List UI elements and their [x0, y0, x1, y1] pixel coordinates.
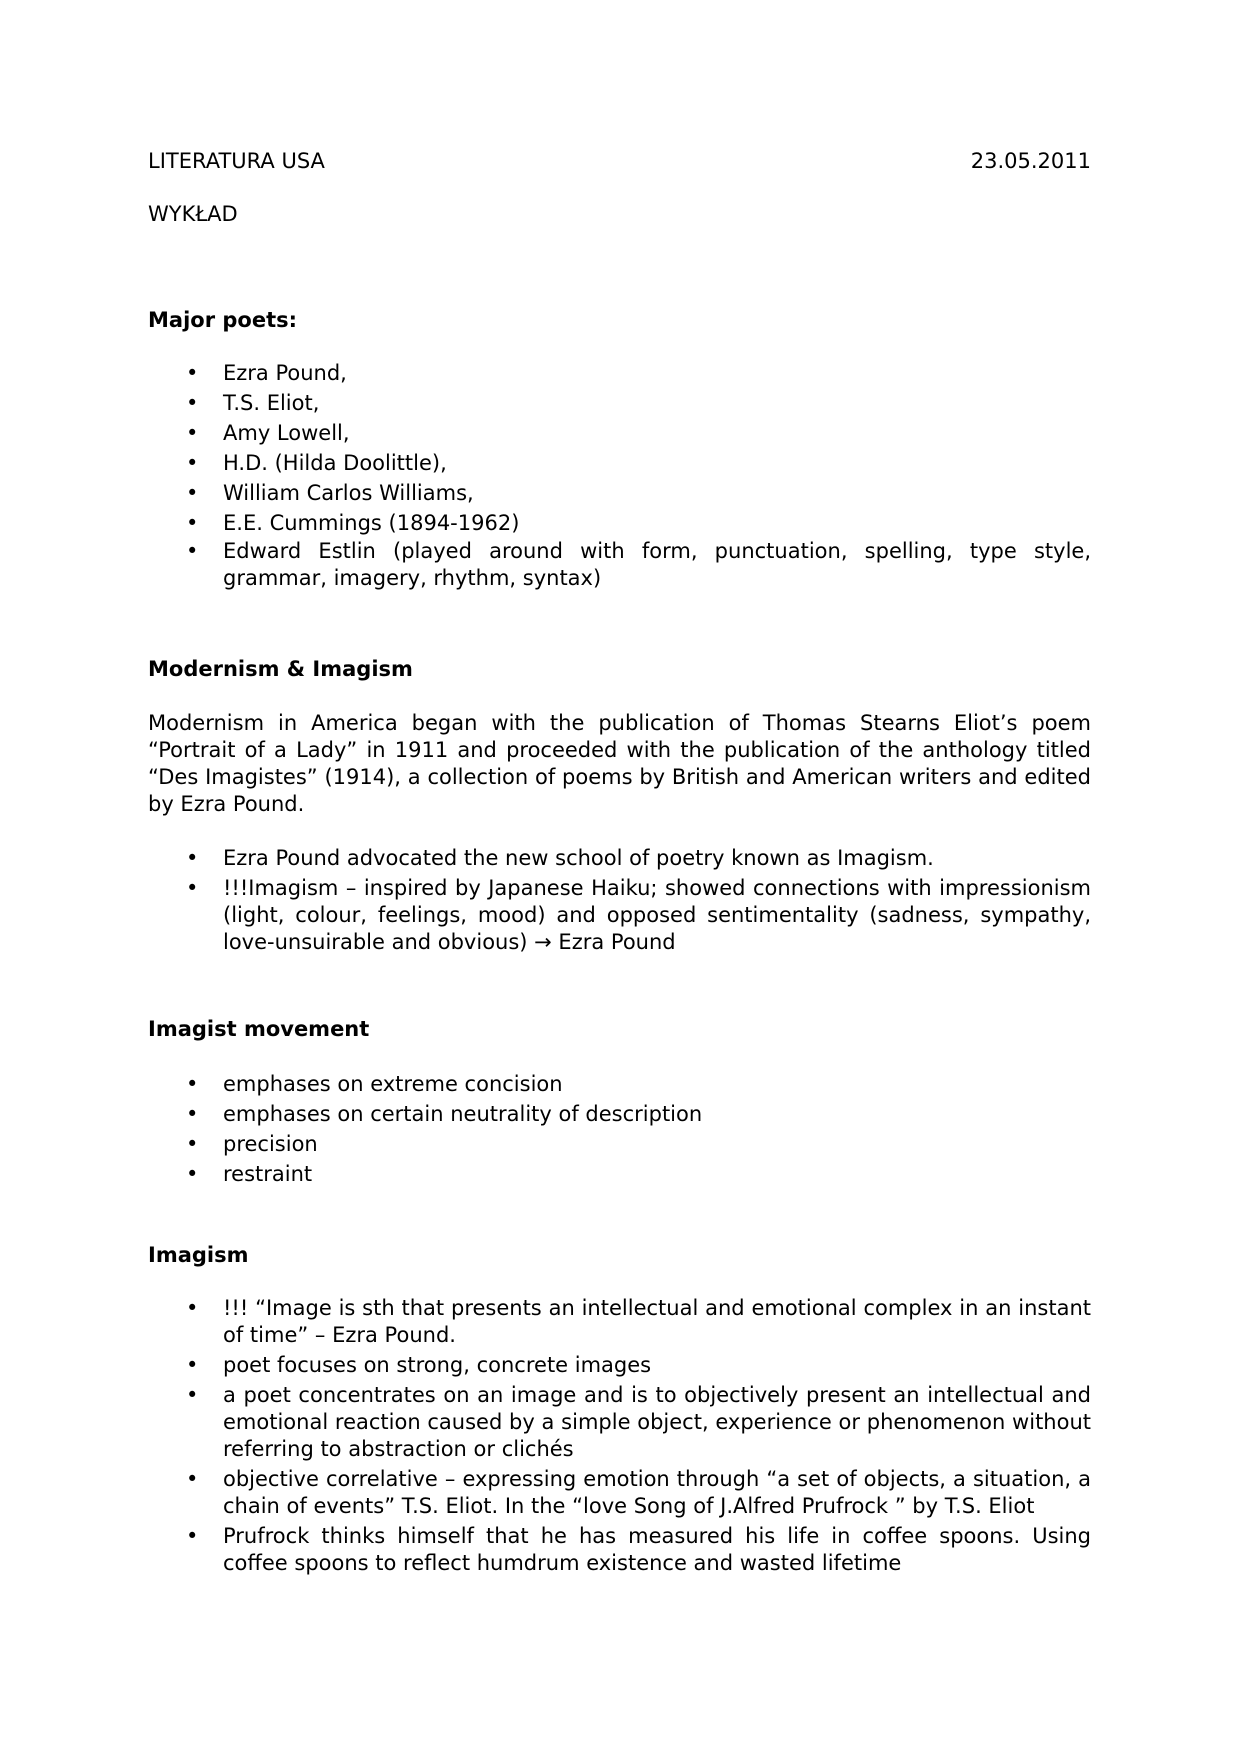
list-item: • a poet concentrates on an image and is to objectively present an intellectual and emotional reaction caused by a simple object, experience or phenomenon without referring to abstraction or clichés — [148, 1382, 1091, 1463]
list-item: • Ezra Pound advocated the new school of poetry known as Imagism. — [148, 845, 1091, 872]
imagism-heading: Imagism — [148, 1243, 249, 1267]
list-item: • Prufrock thinks himself that he has measured his life in coffee spoons. Using coffee spoons to reflect humdrum existence and wasted lifetime — [148, 1523, 1091, 1577]
list-item: • poet focuses on strong, concrete images — [148, 1352, 1091, 1379]
modernism-paragraph: Modernism in America began with the publication of Thomas Stearns Eliot’s poem “Portrait of a Lady” in 1911 and proceeded with the publication of the anthology titled “Des Imagistes” (1914), a collection of poems by British and American writers and edited by Ezra Pound. — [148, 711, 1091, 816]
list-item: • restraint — [148, 1159, 1091, 1189]
list-item: • emphases on extreme concision — [148, 1069, 1091, 1099]
course-title: LITERATURA USA — [148, 149, 325, 173]
list-item: • Ezra Pound, — [148, 358, 1091, 388]
list-item: • William Carlos Williams, — [148, 478, 1091, 508]
list-item: • E.E. Cummings (1894-1962) — [148, 508, 1091, 538]
list-item: • emphases on certain neutrality of description — [148, 1099, 1091, 1129]
document-header — [148, 148, 1091, 174]
list-item: • H.D. (Hilda Doolittle), — [148, 448, 1091, 478]
list-item: • !!! “Image is sth that presents an intellectual and emotional complex in an instant of time” – Ezra Pound. — [148, 1295, 1091, 1349]
document-page — [148, 0, 1091, 1754]
imagism-list — [148, 1295, 1091, 1580]
imagist-movement-list — [148, 1069, 1091, 1189]
major-poets-heading: Major poets: — [148, 308, 297, 332]
list-item: • !!!Imagism – inspired by Japanese Haiku; showed connections with impressionism (light, colour, feelings, mood) and opposed sentimentality (sadness, sympathy, love-unsuirable and obvious) → Ezra Pound — [148, 875, 1091, 956]
lecture-type: WYKŁAD — [148, 202, 238, 226]
modernism-heading: Modernism & Imagism — [148, 657, 413, 681]
modernism-list — [148, 845, 1091, 959]
major-poets-list — [148, 358, 1091, 592]
imagist-movement-heading: Imagist movement — [148, 1017, 370, 1041]
list-item: • Edward Estlin (played around with form, punctuation, spelling, type style, grammar, imagery, rhythm, syntax) — [148, 538, 1091, 592]
list-item: • T.S. Eliot, — [148, 388, 1091, 418]
list-item: • Amy Lowell, — [148, 418, 1091, 448]
list-item: • objective correlative – expressing emotion through “a set of objects, a situation, a chain of events” T.S. Eliot. In the “love Song of J.Alfred Prufrock ” by T.S. Eliot — [148, 1466, 1091, 1520]
list-item: • precision — [148, 1129, 1091, 1159]
lecture-date: 23.05.2011 — [970, 149, 1091, 173]
